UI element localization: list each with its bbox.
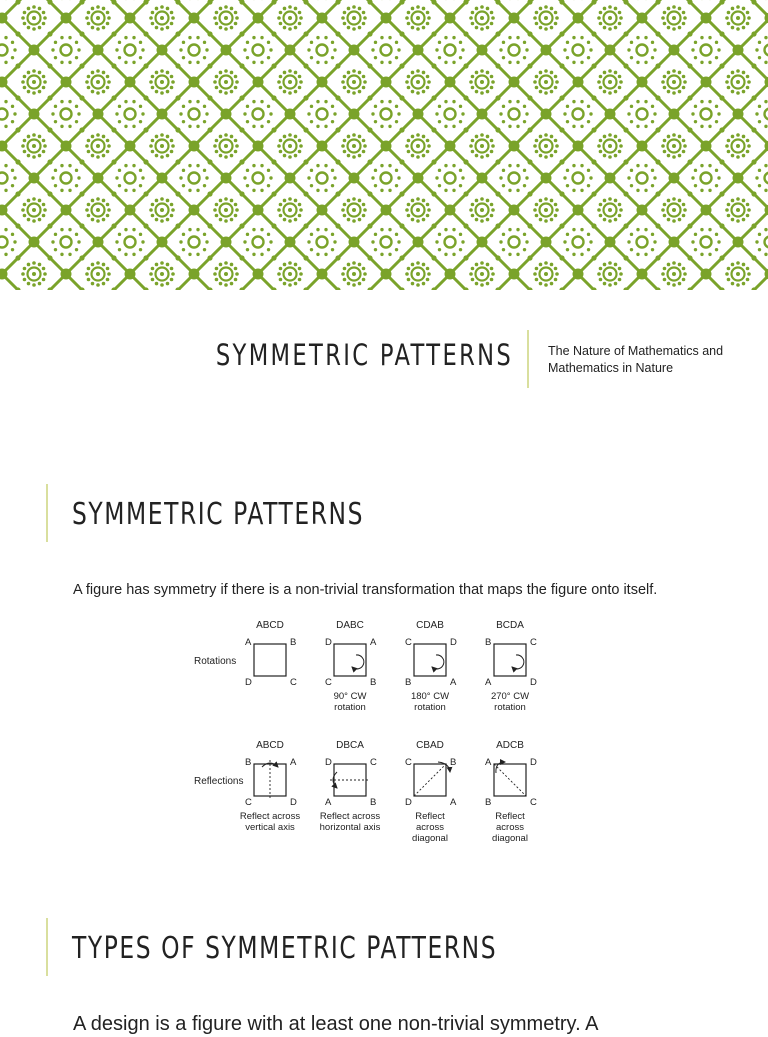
figure-corner-label: B: [485, 637, 492, 648]
figure-item-label: ADCB: [496, 740, 524, 751]
section1-body: A figure has symmetry if there is a non-trivial transformation that maps the figure onto itself.: [73, 582, 658, 598]
section2-body: A design is a figure with at least one non-trivial symmetry. A: [73, 1013, 599, 1035]
figure-corner-label: A: [485, 677, 492, 688]
figure-square: [414, 644, 446, 676]
figure-corner-label: D: [325, 757, 332, 768]
rotation-arrow: [352, 655, 364, 669]
figure-caption: across: [496, 822, 524, 833]
figure-item-label: BCDA: [496, 620, 524, 631]
figure-corner-label: B: [245, 757, 252, 768]
section1-title: SYMMETRIC PATTERNS: [72, 497, 365, 532]
section1-accent-bar: [46, 484, 48, 542]
figure-corner-label: C: [370, 757, 377, 768]
figure-corner-label: B: [370, 677, 377, 688]
figure-caption: horizontal axis: [319, 822, 381, 833]
figure-item-label: DABC: [336, 620, 364, 631]
figure-corner-label: B: [405, 677, 412, 688]
figure-corner-label: C: [405, 757, 412, 768]
figure-corner-label: D: [325, 637, 332, 648]
figure-caption: Reflect: [495, 811, 525, 822]
symmetry-diagram: [190, 617, 570, 847]
figure-corner-label: A: [245, 637, 252, 648]
figure-corner-label: A: [450, 797, 457, 808]
symmetry-figure: [190, 617, 570, 851]
figure-caption: 270° CW: [490, 691, 530, 702]
figure-corner-label: B: [485, 797, 492, 808]
figure-item-label: ABCD: [256, 740, 284, 751]
figure-corner-label: D: [290, 797, 297, 808]
figure-corner-label: D: [405, 797, 412, 808]
figure-caption: 180° CW: [410, 691, 450, 702]
figure-corner-label: A: [290, 757, 297, 768]
figure-row-label: Rotations: [194, 656, 237, 667]
figure-square: [254, 644, 286, 676]
figure-caption: diagonal: [492, 833, 528, 844]
reflection-axis: [414, 764, 446, 796]
patterned-banner: [0, 0, 768, 290]
figure-corner-label: C: [325, 677, 332, 688]
figure-square: [334, 644, 366, 676]
subtitle: The Nature of Mathematics and Mathematics in Nature: [548, 344, 724, 375]
figure-square: [494, 644, 526, 676]
figure-corner-label: D: [530, 757, 537, 768]
figure-corner-label: C: [530, 637, 537, 648]
figure-caption: Reflect across: [319, 811, 381, 822]
figure-caption: diagonal: [412, 833, 448, 844]
figure-item-label: DBCA: [336, 740, 364, 751]
figure-corner-label: C: [290, 677, 297, 688]
pattern-fill: [0, 0, 768, 290]
figure-item-label: ABCD: [256, 620, 284, 631]
figure-corner-label: C: [405, 637, 412, 648]
figure-corner-label: D: [450, 637, 457, 648]
figure-corner-label: C: [245, 797, 252, 808]
section2-accent-bar: [46, 918, 48, 976]
figure-corner-label: B: [450, 757, 457, 768]
figure-item-label: CDAB: [416, 620, 444, 631]
figure-caption: Reflect: [415, 811, 445, 822]
title-divider: [527, 330, 529, 388]
figure-corner-label: A: [485, 757, 492, 768]
figure-caption: rotation: [414, 702, 446, 713]
title-slide: [0, 290, 768, 420]
figure-corner-label: A: [370, 637, 377, 648]
figure-caption: 90° CW: [333, 691, 367, 702]
rotation-arrow: [432, 655, 444, 669]
diamond-pattern: [0, 0, 768, 290]
rotation-arrow: [512, 655, 524, 669]
reflection-axis: [494, 764, 526, 796]
figure-corner-label: D: [530, 677, 537, 688]
figure-caption: Reflect across: [239, 811, 301, 822]
figure-caption: rotation: [494, 702, 526, 713]
main-title: SYMMETRIC PATTERNS: [215, 338, 513, 372]
figure-corner-label: A: [450, 677, 457, 688]
section2-title: TYPES OF SYMMETRIC PATTERNS: [72, 931, 498, 966]
figure-caption: vertical axis: [245, 822, 295, 833]
figure-corner-label: B: [290, 637, 297, 648]
figure-row-label: Reflections: [194, 776, 244, 787]
figure-caption: across: [416, 822, 444, 833]
figure-corner-label: C: [530, 797, 537, 808]
figure-item-label: CBAD: [416, 740, 444, 751]
figure-corner-label: A: [325, 797, 332, 808]
figure-caption: rotation: [334, 702, 366, 713]
figure-corner-label: D: [245, 677, 252, 688]
figure-corner-label: B: [370, 797, 377, 808]
figure-square: [494, 764, 526, 796]
figure-square: [414, 764, 446, 796]
